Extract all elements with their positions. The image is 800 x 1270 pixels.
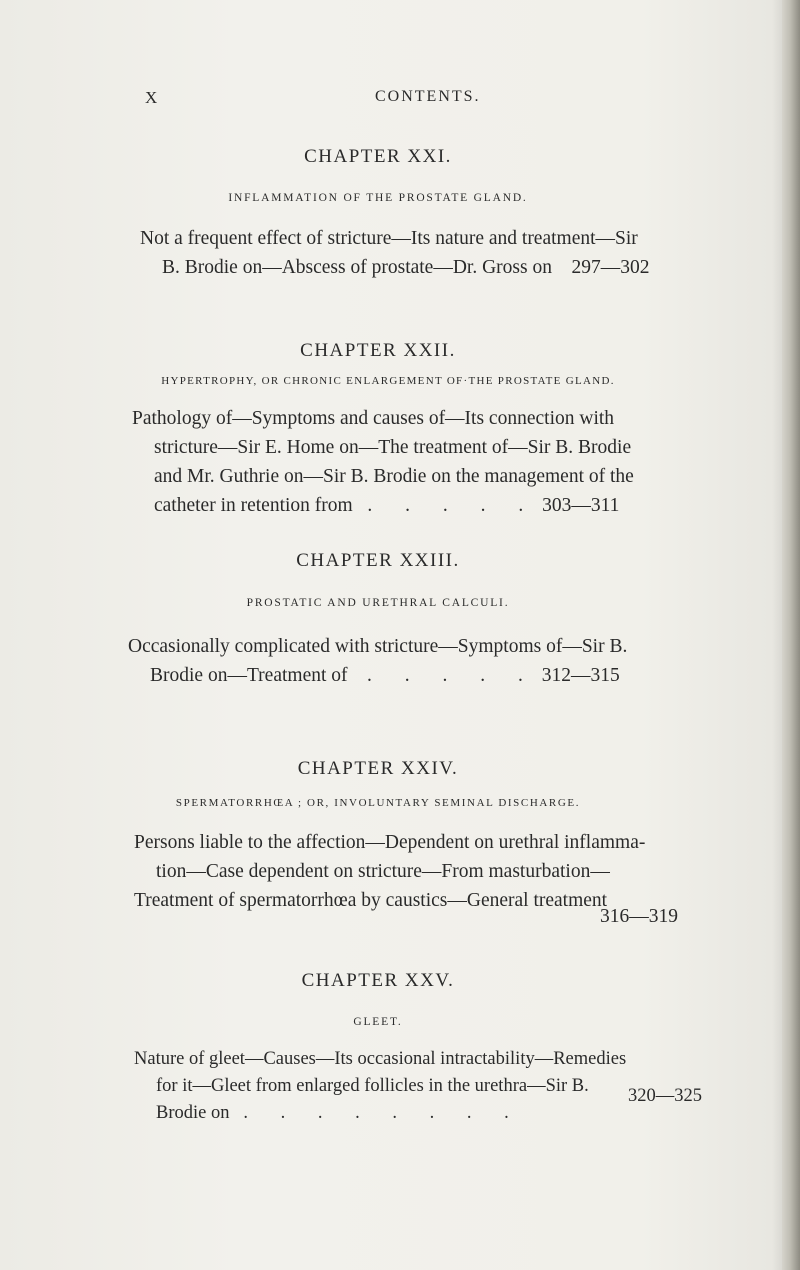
chapter-summary	[140, 224, 740, 282]
summary-line	[132, 491, 732, 520]
running-head	[0, 88, 800, 112]
summary-line: Not a frequent effect of stricture—Its nature and treatment—Sir	[140, 228, 638, 249]
summary-text: catheter in retention from	[154, 495, 353, 516]
summary-line: Occasionally complicated with stricture—Symptoms of—Sir B.	[128, 636, 628, 657]
running-title: CONTENTS.	[375, 88, 481, 105]
summary-line	[140, 253, 740, 282]
chapter-title: CHAPTER XXII.	[300, 340, 456, 361]
chapter-subtitle: HYPERTROPHY, OR CHRONIC ENLARGEMENT OF·THE PROSTATE GLAND.	[161, 375, 615, 387]
book-spine-edge	[782, 0, 800, 1270]
chapter-title: CHAPTER XXV.	[301, 970, 455, 991]
chapter-title: CHAPTER XXI.	[304, 146, 452, 167]
dot-leader: . . . . . . . .	[243, 1103, 523, 1123]
summary-line: for it—Gleet from enlarged follicles in the urethra—Sir B.	[156, 1076, 589, 1096]
chapter-title: CHAPTER XXIV.	[297, 758, 459, 779]
summary-text: Brodie on—Treatment of	[150, 665, 348, 686]
chapter-subtitle: INFLAMMATION OF THE PROSTATE GLAND.	[228, 192, 528, 204]
summary-line	[128, 661, 728, 690]
dot-leader: . . . . .	[367, 665, 537, 686]
chapter-summary	[134, 828, 734, 915]
page-range: 312—315	[541, 665, 620, 686]
summary-text: B. Brodie on—Abscess of prostate—Dr. Gross on	[162, 257, 552, 278]
summary-line: stricture—Sir E. Home on—The treatment of—Sir B. Brodie	[154, 437, 632, 458]
summary-line: and Mr. Guthrie on—Sir B. Brodie on the management of the	[154, 466, 634, 487]
summary-line: tion—Case dependent on stricture—From masturbation—	[156, 861, 610, 882]
summary-line: Persons liable to the affection—Dependent on urethral inflamma-	[134, 832, 646, 853]
dot-leader: . . . . .	[367, 495, 538, 516]
chapter-summary	[132, 404, 732, 520]
page-range: 297—302	[571, 257, 650, 278]
summary-line: Pathology of—Symptoms and causes of—Its connection with	[132, 408, 615, 429]
page-range: 320—325	[628, 1086, 702, 1106]
chapter-title: CHAPTER XXIII.	[296, 550, 460, 571]
chapter-summary	[128, 632, 728, 690]
chapter-subtitle: GLEET.	[353, 1016, 403, 1028]
chapter-subtitle: PROSTATIC AND URETHRAL CALCULI.	[246, 597, 510, 609]
page-gutter-shadow	[772, 0, 782, 1270]
summary-line: Nature of gleet—Causes—Its occasional intractability—Remedies	[134, 1049, 627, 1069]
summary-text: Brodie on	[156, 1103, 230, 1123]
page-number: X	[145, 88, 159, 107]
page-range: 316—319	[600, 906, 678, 927]
page-range: 303—311	[542, 495, 620, 516]
chapter-subtitle: SPERMATORRHŒA ; OR, INVOLUNTARY SEMINAL DISCHARGE.	[175, 797, 581, 809]
summary-line: Treatment of spermatorrhœa by caustics—General treatment	[134, 890, 608, 911]
